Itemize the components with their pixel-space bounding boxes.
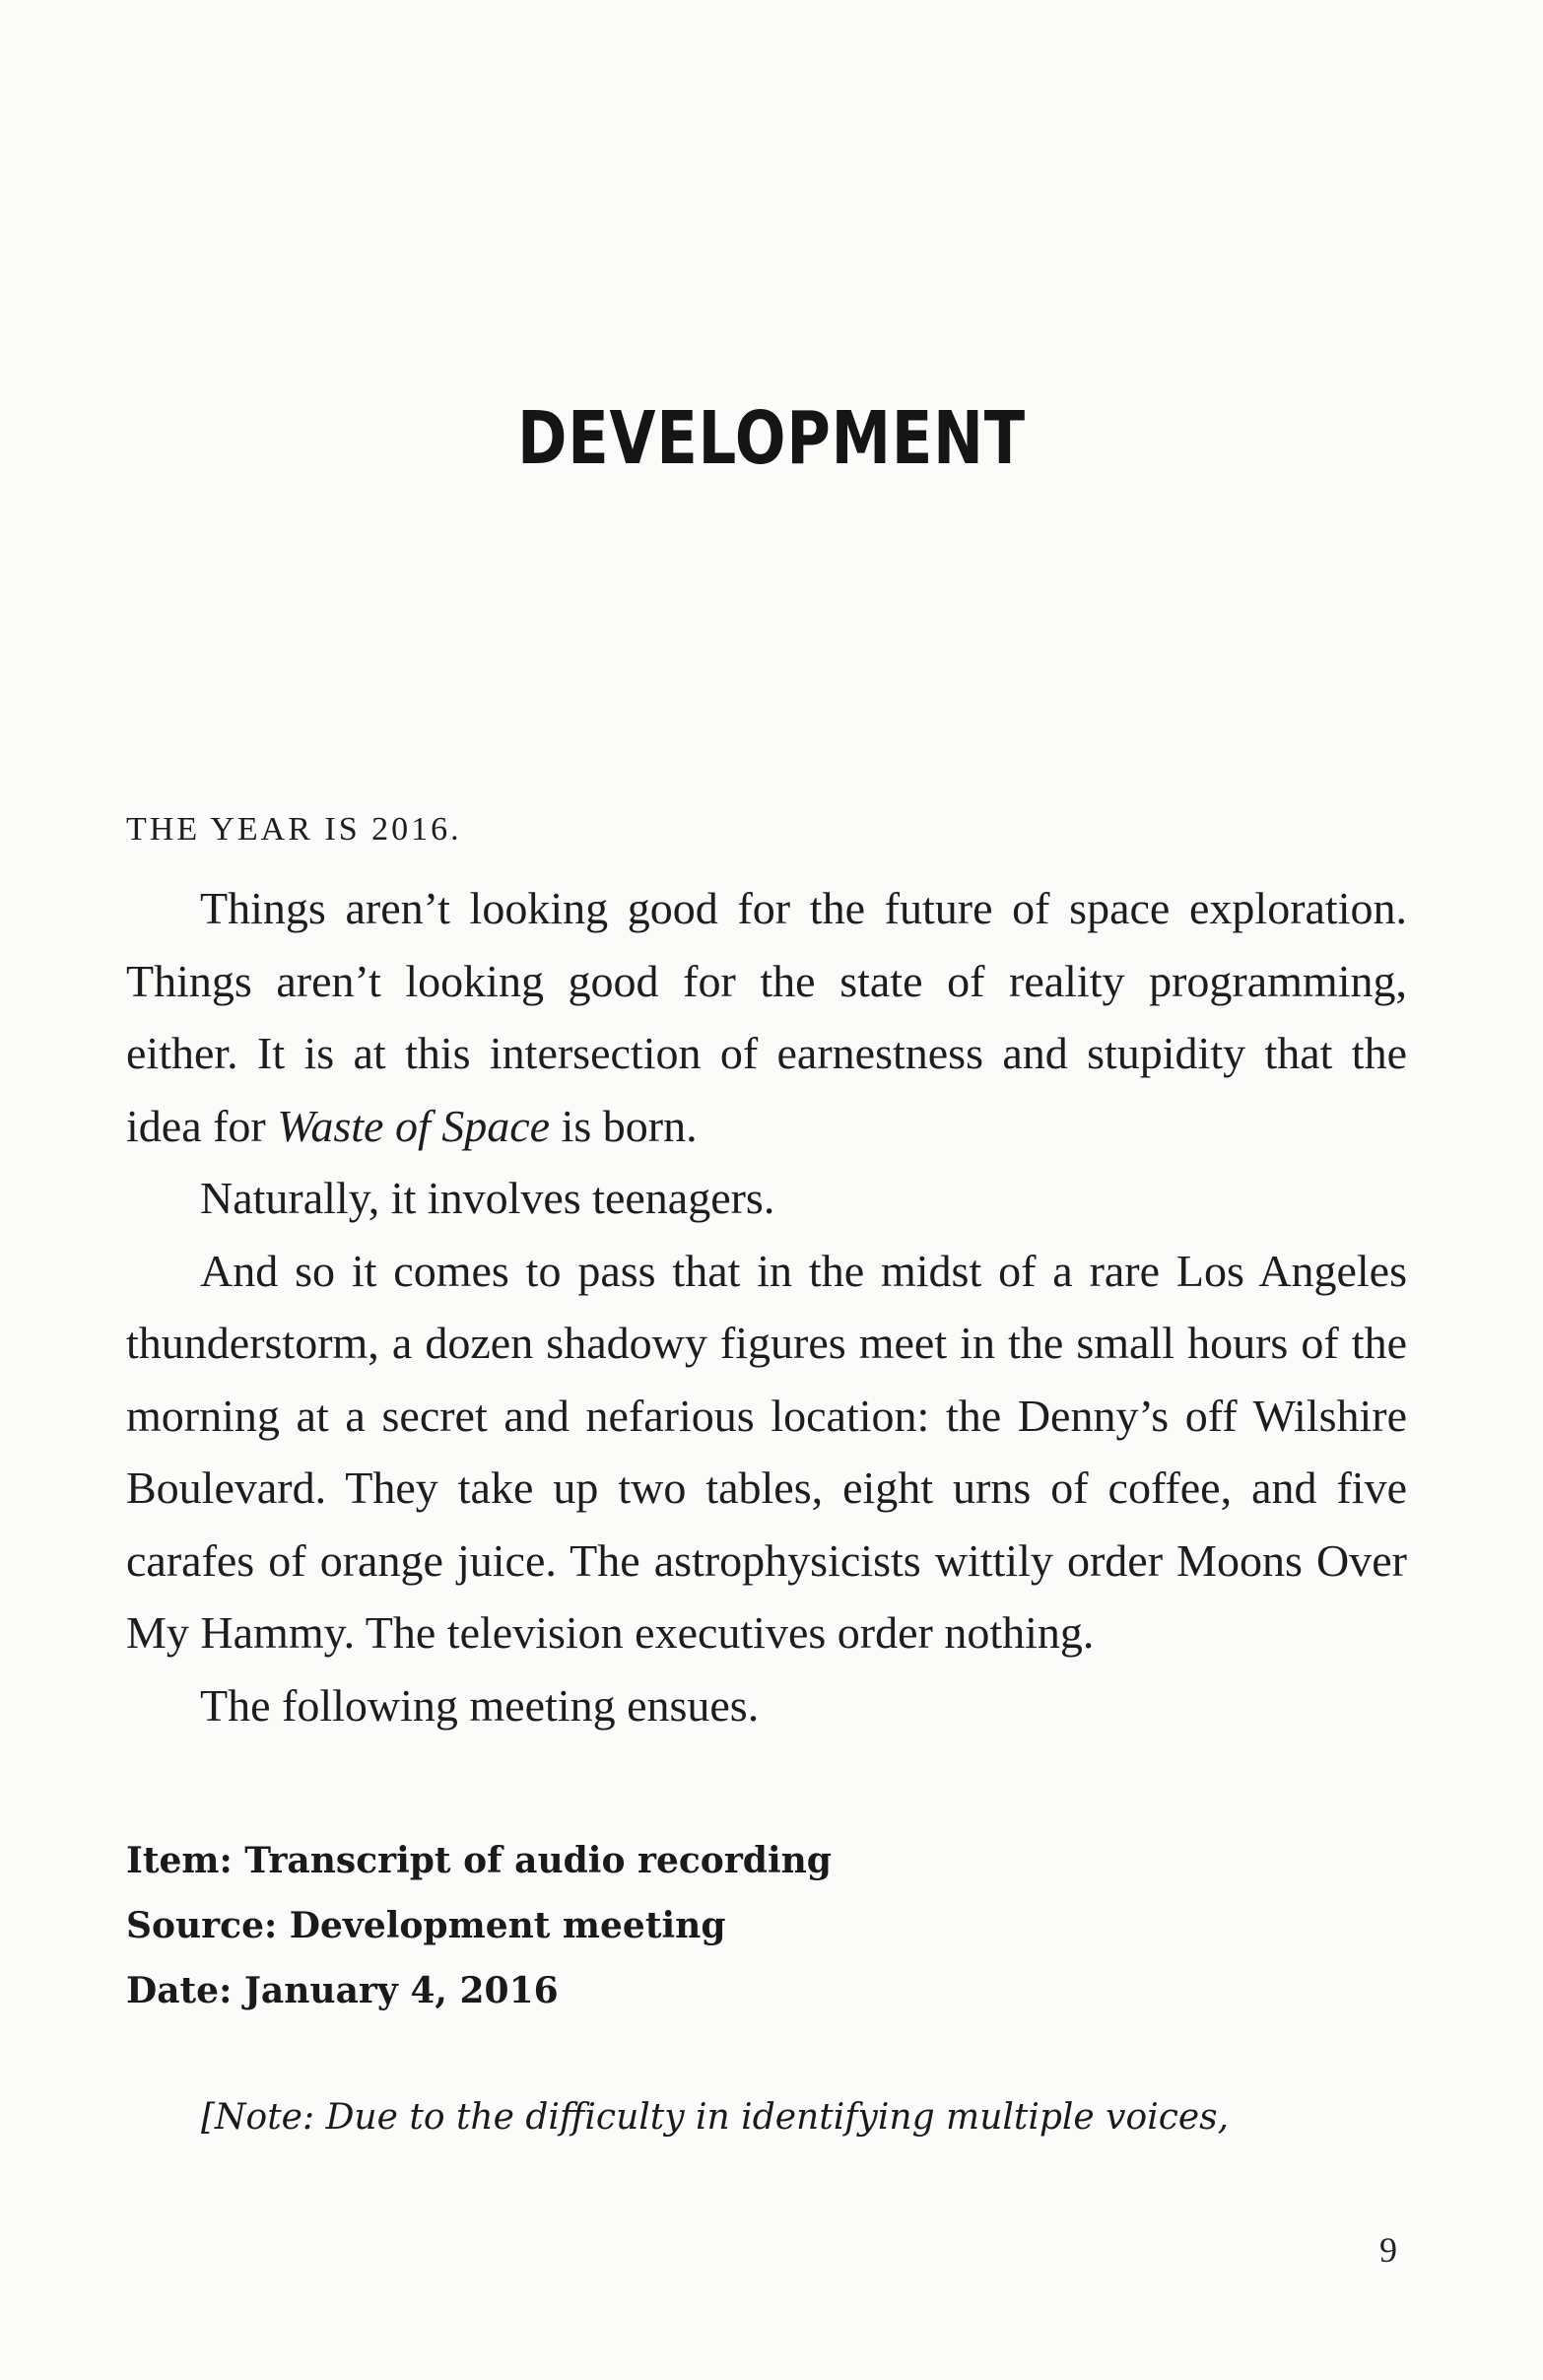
- meta-date: Date: January 4, 2016: [126, 1970, 559, 2011]
- paragraph-3: And so it comes to pass that in the midst of a rare Los Angeles thunderstorm, a dozen shadowy figures meet in the small hours of the morning at a secret and nefarious location: the Denny’s off Wilshire Boulevard. They take up two tables, eight urns of coffee, and five carafes of orange juice. The astrophysicists wittily order Moons Over My Hammy. The television executives order nothing.: [126, 1245, 1407, 1658]
- book-title-italic: Waste of Space: [277, 1100, 551, 1151]
- paragraph-2: Naturally, it involves teenagers.: [200, 1173, 775, 1223]
- meta-source: Source: Development meeting: [126, 1905, 726, 1946]
- page-number: 9: [1379, 2230, 1397, 2270]
- paragraph-4: The following meeting ensues.: [200, 1679, 760, 1731]
- transcript-note: [Note: Due to the difficulty in identifying multiple voices,: [201, 2097, 1230, 2138]
- body-text: [126, 800, 1407, 1741]
- meta-item: Item: Transcript of audio recording: [126, 1840, 832, 1881]
- chapter-title: DEVELOPMENT: [517, 396, 1026, 481]
- paragraph-1-end: is born.: [550, 1100, 698, 1151]
- paragraph-1-text: Things aren’t looking good for the future of space exploration. Things aren’t looking good for the state of reality programming, either. It is at this intersection of earnestness and stupidity that the idea for: [126, 883, 1407, 1151]
- lead-line: THE YEAR IS 2016.: [126, 811, 462, 848]
- transcript-meta: [126, 1828, 832, 2023]
- paragraph-1: [126, 872, 1407, 1162]
